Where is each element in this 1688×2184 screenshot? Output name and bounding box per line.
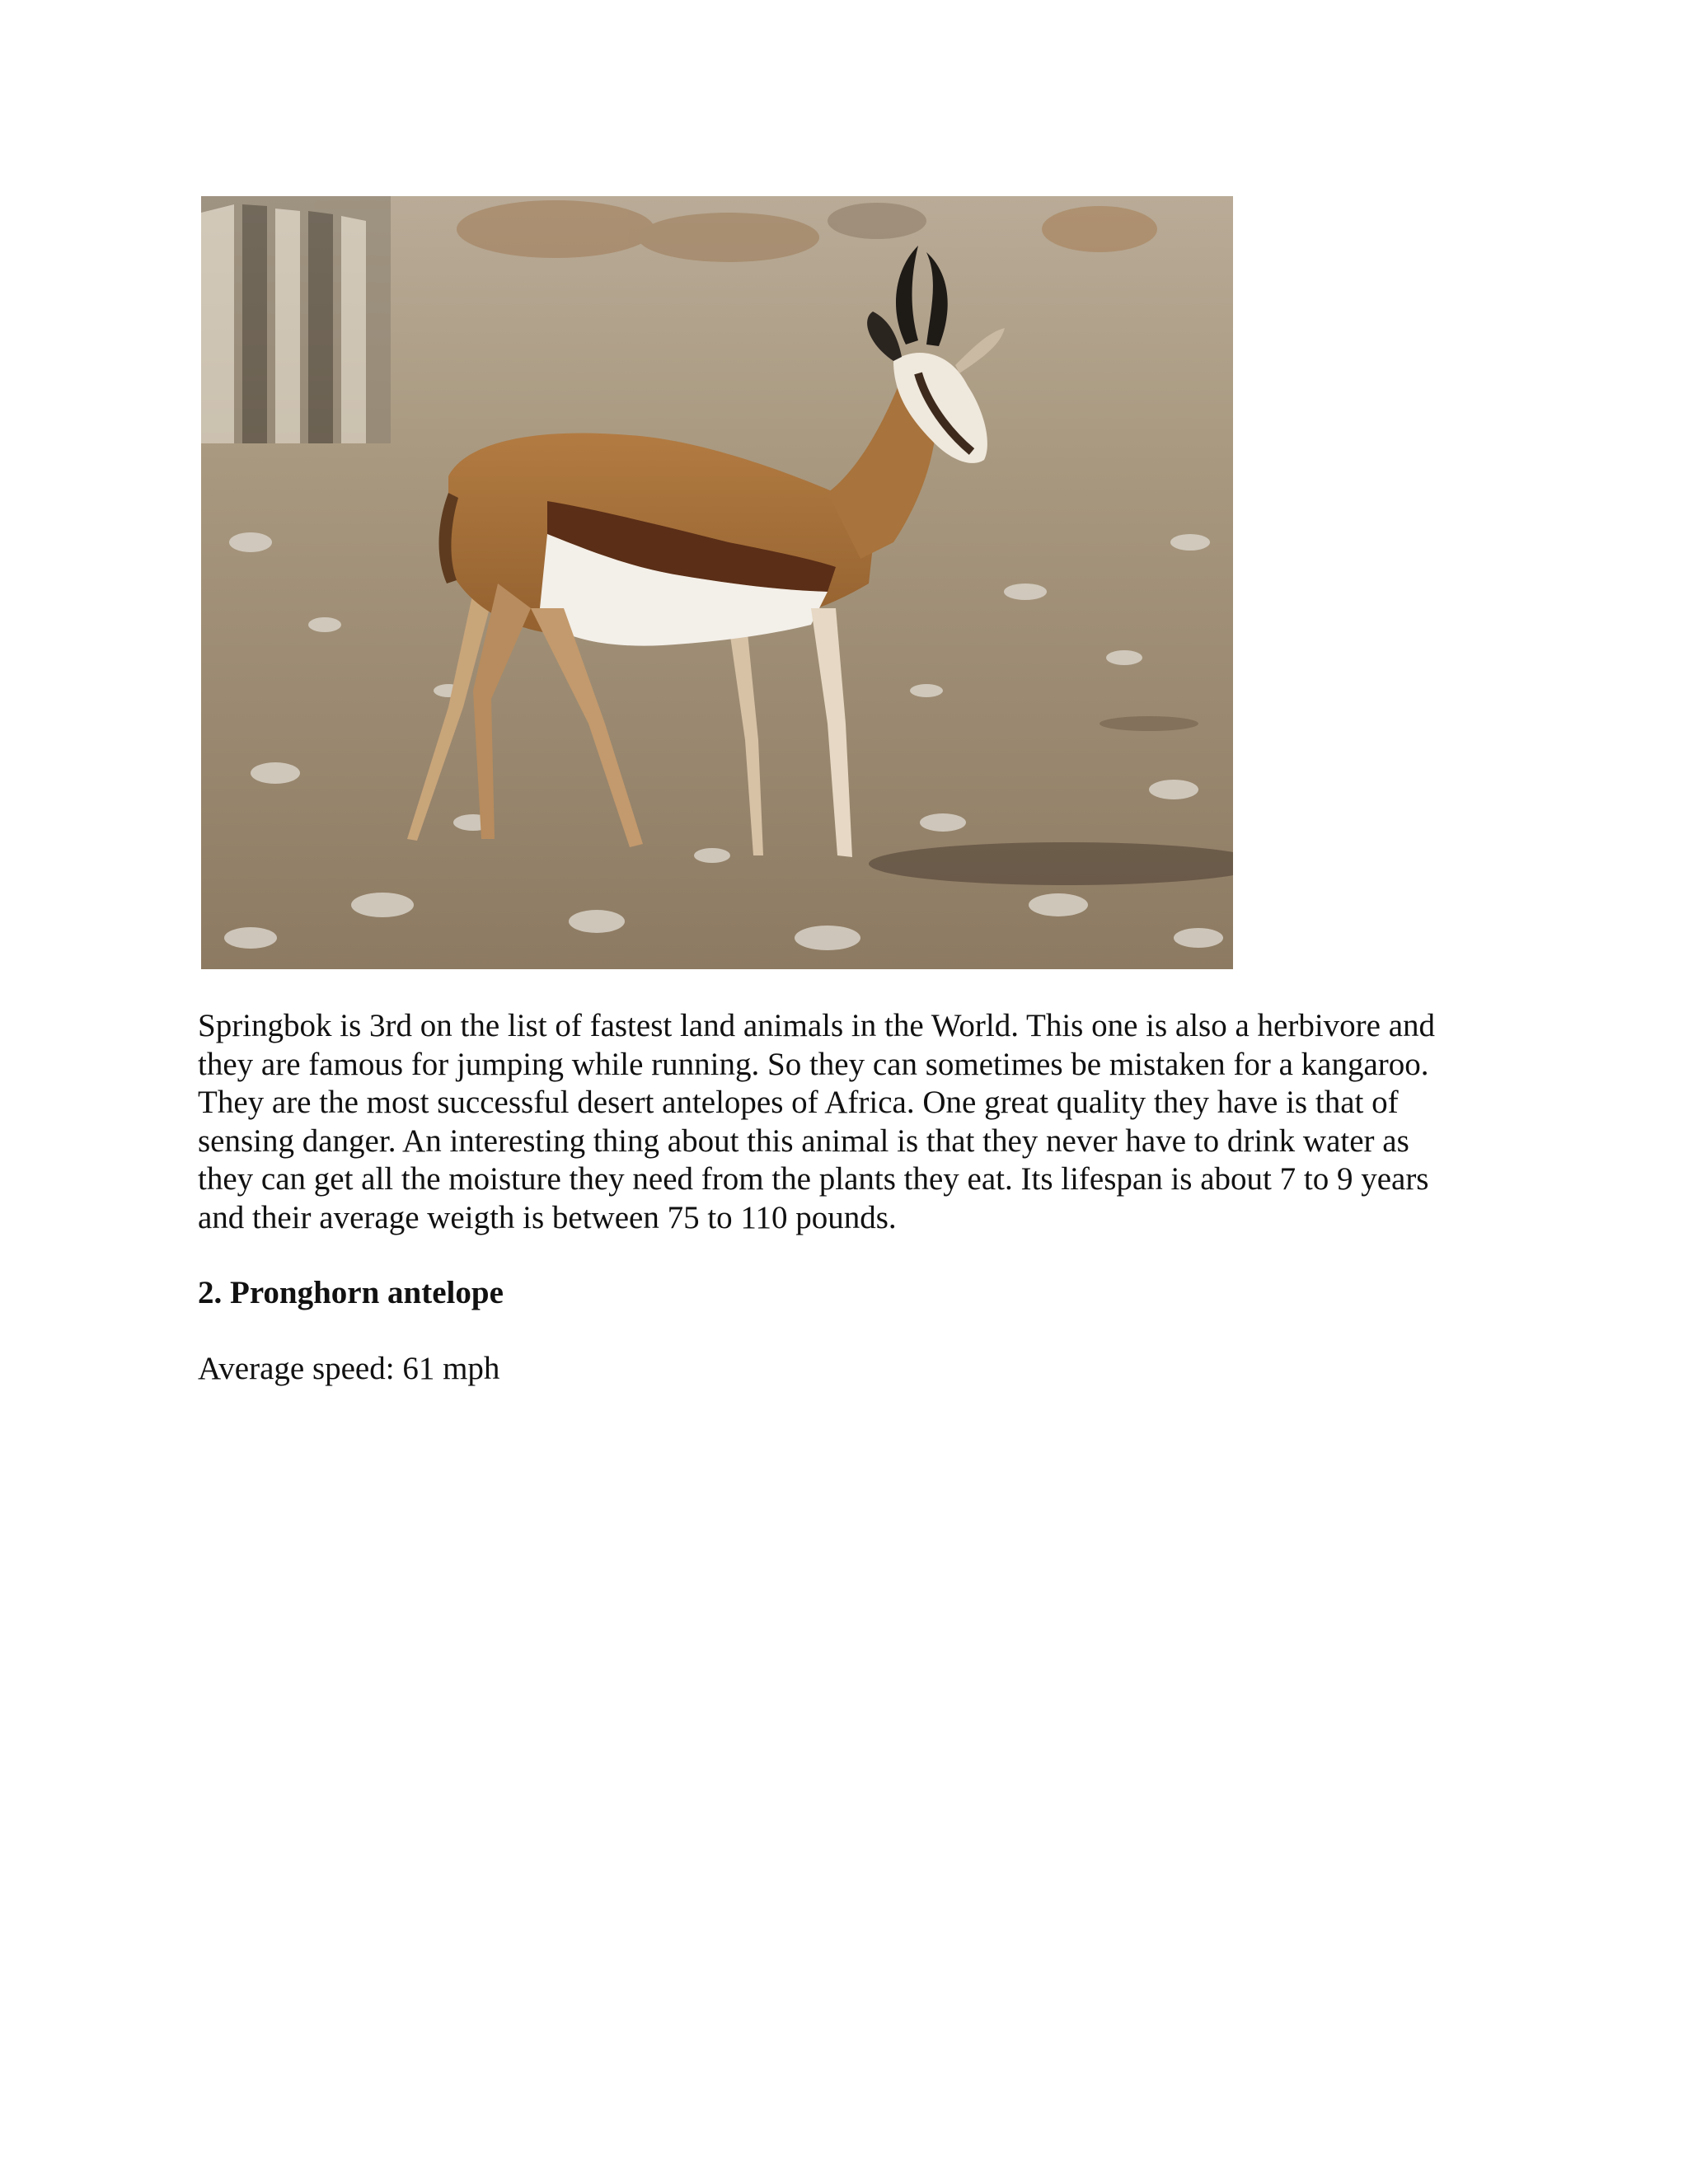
paragraph-line: they can get all the moisture they need from the plants they eat. Its lifespan is about 7 to 9 years: [198, 1161, 1429, 1197]
article-paragraph: [198, 1007, 1517, 1237]
paragraph-line: and their average weigth is between 75 to 110 pounds.: [198, 1199, 897, 1235]
springbok-illustration: [201, 196, 1233, 969]
section-heading: 2. Pronghorn antelope: [198, 1275, 504, 1310]
paragraph-line: They are the most successful desert antelopes of Africa. One great quality they have is that of: [198, 1085, 1399, 1120]
paragraph-line: Springbok is 3rd on the list of fastest land animals in the World. This one is also a herbivore and: [198, 1008, 1436, 1043]
paragraph-line: they are famous for jumping while running. So they can sometimes be mistaken for a kangaroo.: [198, 1046, 1429, 1082]
average-speed-text: Average speed: 61 mph: [198, 1351, 500, 1386]
springbok-photo: [201, 196, 1233, 969]
paragraph-line: sensing danger. An interesting thing about this animal is that they never have to drink water as: [198, 1122, 1409, 1159]
